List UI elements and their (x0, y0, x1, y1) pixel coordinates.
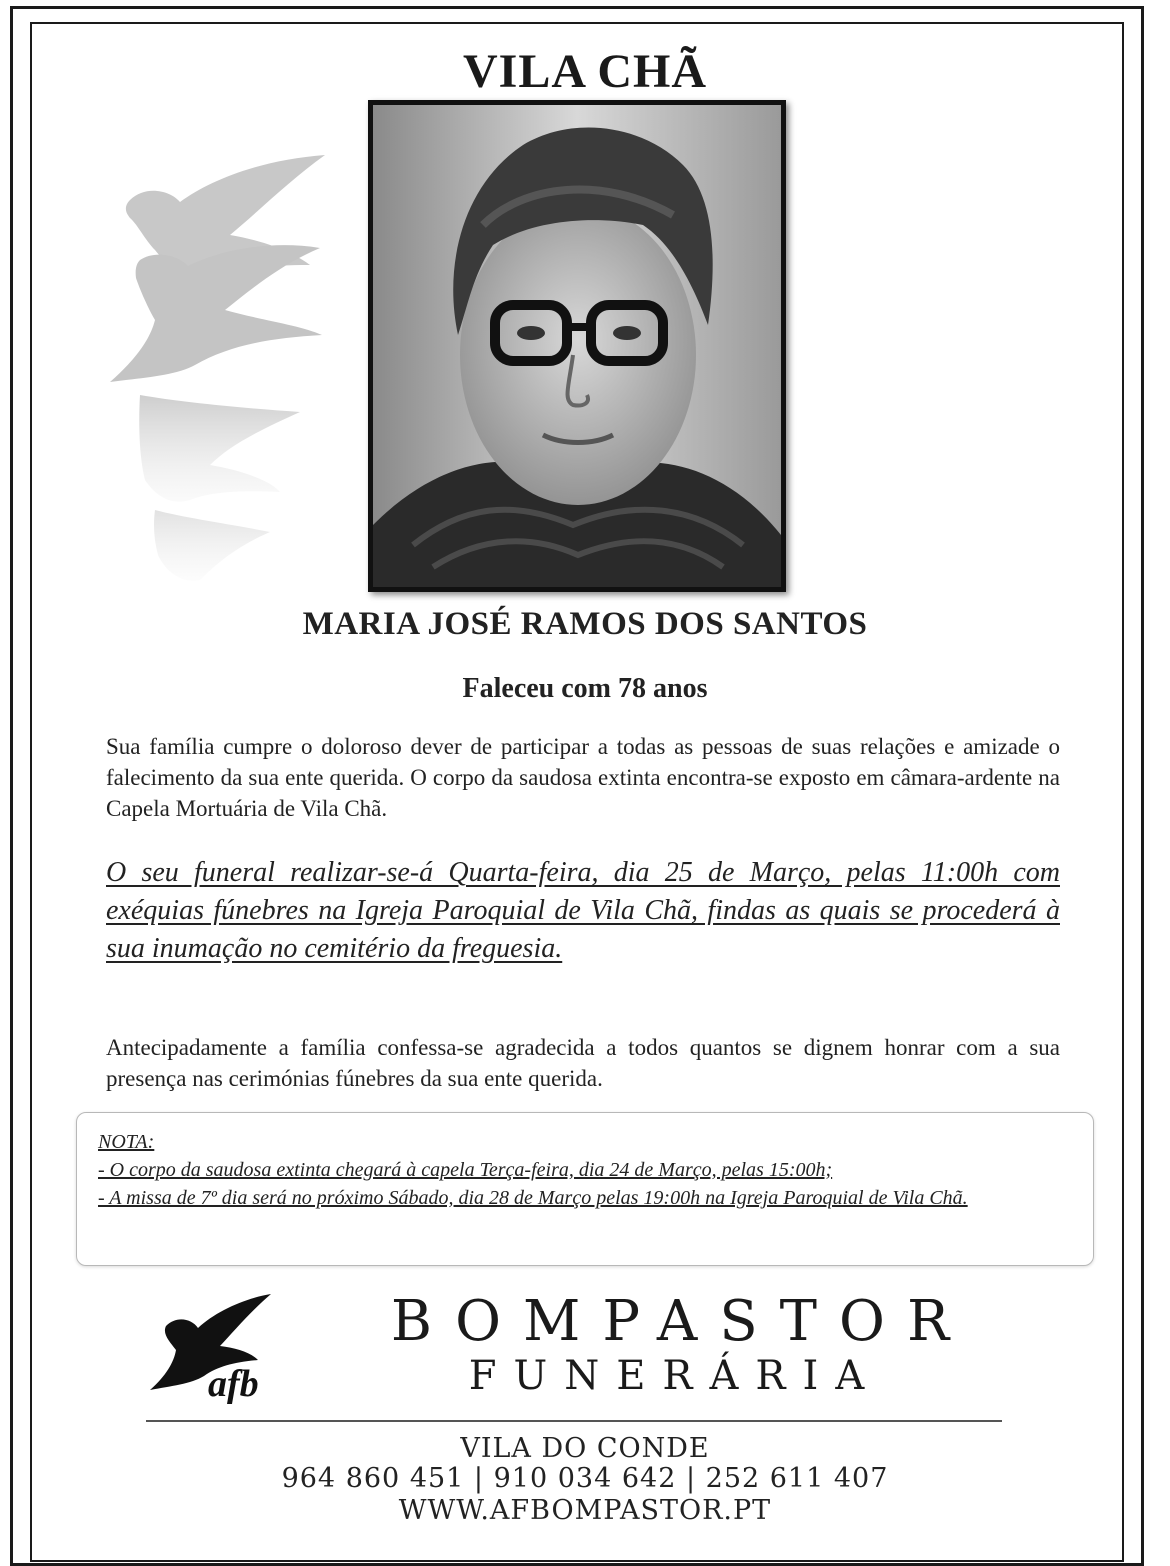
town-title: VILA CHÃ (462, 45, 708, 98)
brand-subtitle: FUNERÁRIA (468, 1353, 882, 1399)
funeral-details: O seu funeral realizar-se-á Quarta-feira, dia 25 de Março, pelas 11:00h com exéquias fúnebres na Igreja Paroquial de Vila Chã, findas as quais se procederá à sua inumação no cemitério da freguesia. (106, 857, 1060, 964)
age-line: Faleceu com 78 anos (462, 673, 708, 704)
dove-icon (100, 140, 340, 600)
nota-title: NOTA: (98, 1131, 155, 1153)
thanks-paragraph: Antecipadamente a família confessa-se agradecida a todos quantos se dignem honrar com a sua presença nas cerimónias fúnebres da sua ente querida. (106, 1035, 1060, 1091)
phone-numbers: 964 860 451 | 910 034 642 | 252 611 407 (281, 1463, 889, 1494)
nota-section (98, 1128, 1072, 1212)
nota-line: - A missa de 7º dia será no próximo Sábado, dia 28 de Março pelas 19:00h na Igreja Paroquial de Vila Chã. (98, 1187, 968, 1209)
logo-text: afb (208, 1363, 259, 1405)
nota-line: - O corpo da saudosa extinta chegará à capela Terça-feira, dia 24 de Março, pelas 15:00h; (98, 1159, 833, 1181)
announcement-paragraph: Sua família cumpre o doloroso dever de participar a todas as pessoas de suas relações e amizade o falecimento da sua ente querida. O corpo da saudosa extinta encontra-se exposto em câmara-ardente na Capela Mortuária de Vila Chã. (106, 734, 1060, 821)
city: VILA DO CONDE (460, 1433, 710, 1464)
brand-name: BOMPASTOR (390, 1289, 972, 1354)
website: WWW.AFBOMPASTOR.PT (398, 1495, 772, 1526)
deceased-name: MARIA JOSÉ RAMOS DOS SANTOS (302, 606, 868, 642)
portrait-photo (368, 100, 786, 592)
divider (146, 1420, 1002, 1422)
dove-logo-icon (146, 1286, 286, 1406)
